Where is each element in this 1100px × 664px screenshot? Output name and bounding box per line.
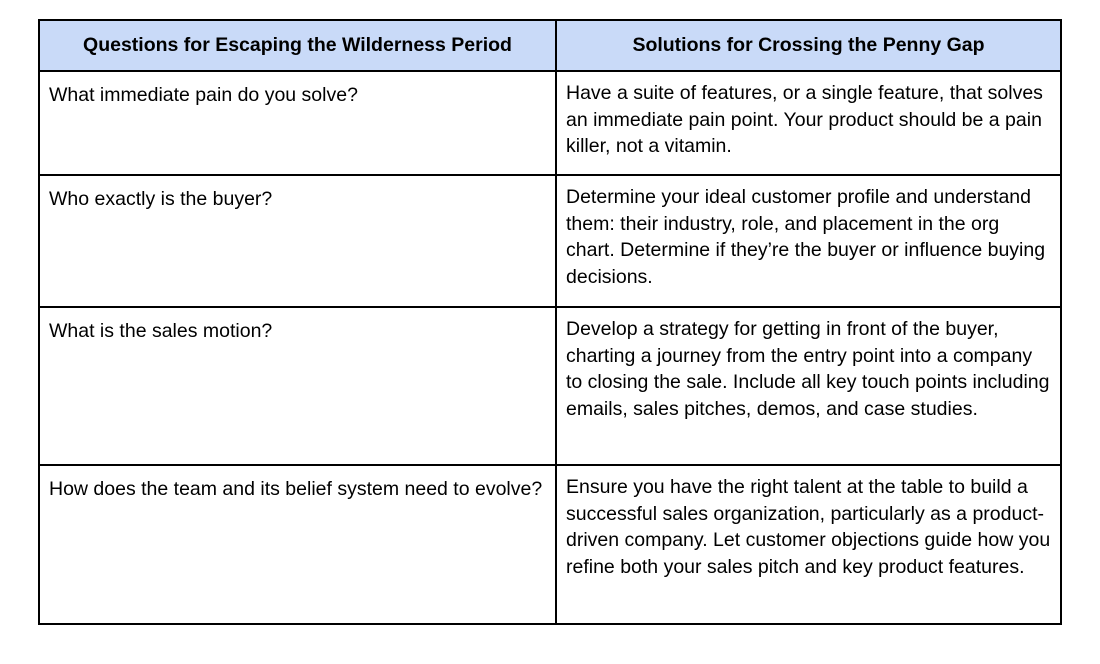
solution-cell: Develop a strategy for getting in front of the buyer, charting a journey from the entry point into a company to closing the sale. Include all key touch points including emails, sales pitches, demos, and case studies. bbox=[556, 307, 1061, 465]
solution-cell: Determine your ideal customer profile and understand them: their industry, role, and placement in the org chart. Determine if they’re the buyer or influence buying decisions. bbox=[556, 175, 1061, 307]
header-solutions: Solutions for Crossing the Penny Gap bbox=[556, 20, 1061, 71]
header-questions: Questions for Escaping the Wilderness Period bbox=[39, 20, 556, 71]
solution-cell: Ensure you have the right talent at the table to build a successful sales organization, particularly as a product-driven company. Let customer objections guide how you refine both your sales pitch and key product features. bbox=[556, 465, 1061, 624]
solution-cell: Have a suite of features, or a single feature, that solves an immediate pain point. Your product should be a pain killer, not a vitamin. bbox=[556, 71, 1061, 175]
question-cell: What immediate pain do you solve? bbox=[39, 71, 556, 175]
question-cell: How does the team and its belief system need to evolve? bbox=[39, 465, 556, 624]
table-row bbox=[39, 307, 1061, 465]
table-row bbox=[39, 71, 1061, 175]
table-row bbox=[39, 465, 1061, 624]
question-cell: Who exactly is the buyer? bbox=[39, 175, 556, 307]
question-cell: What is the sales motion? bbox=[39, 307, 556, 465]
comparison-table bbox=[38, 19, 1062, 625]
header-row bbox=[39, 20, 1061, 71]
table-row bbox=[39, 175, 1061, 307]
